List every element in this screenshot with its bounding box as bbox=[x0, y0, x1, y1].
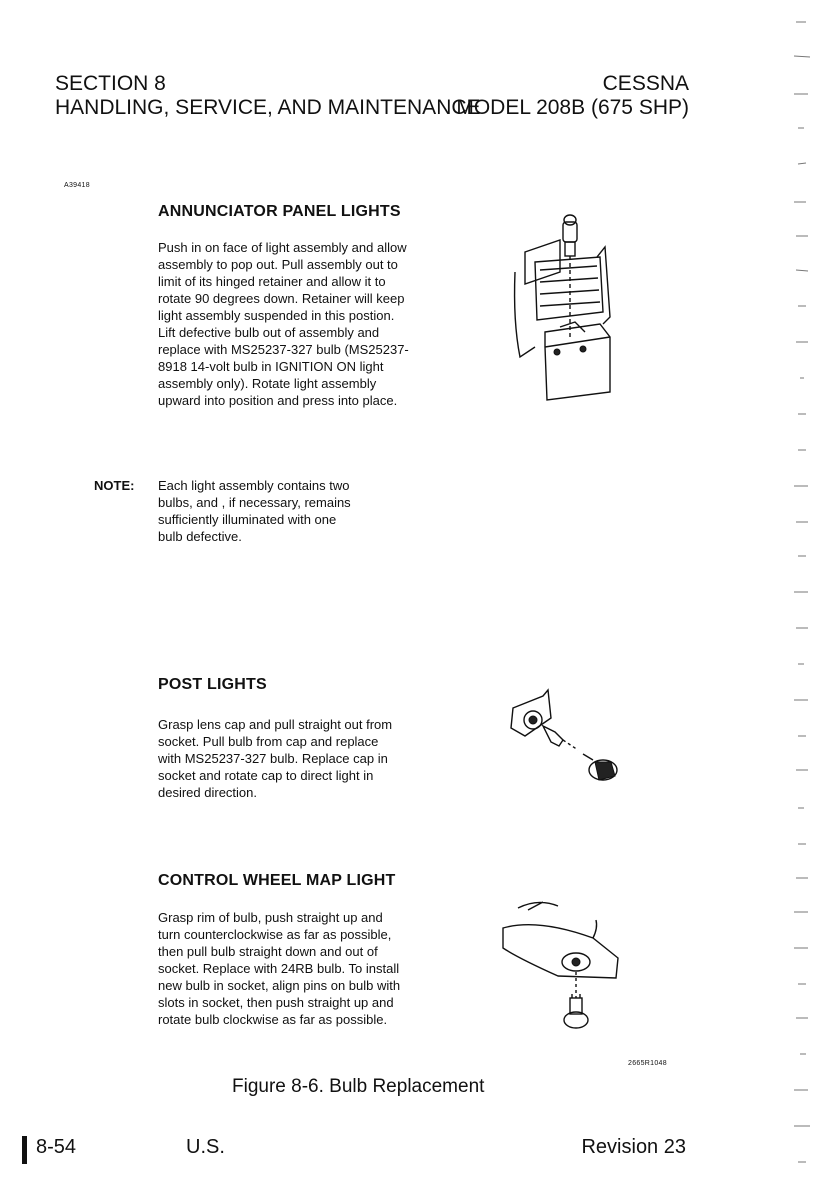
text-line: Each light assembly contains two bbox=[158, 478, 350, 493]
post-lights-text bbox=[158, 716, 478, 801]
figure-id: A39418 bbox=[64, 182, 90, 189]
map-light-heading: CONTROL WHEEL MAP LIGHT bbox=[158, 872, 396, 889]
annunciator-light-illustration bbox=[505, 212, 620, 402]
text-line: socket. Pull bulb from cap and replace bbox=[158, 734, 379, 749]
footer-edition: U.S. bbox=[186, 1136, 225, 1158]
text-line: rotate bulb clockwise as far as possible. bbox=[158, 1012, 388, 1027]
page-number: 8-54 bbox=[36, 1136, 77, 1158]
text-line: desired direction. bbox=[158, 785, 257, 800]
header-section-title: HANDLING, SERVICE, AND MAINTENANCE bbox=[55, 96, 481, 119]
text-line: new bulb in socket, align pins on bulb with bbox=[158, 978, 401, 993]
text-line: limit of its hinged retainer and allow it to bbox=[158, 274, 386, 289]
note-label: NOTE: bbox=[94, 478, 135, 493]
revision-bar bbox=[22, 1136, 27, 1164]
header-section-label: SECTION 8 bbox=[55, 72, 166, 95]
text-line: bulb defective. bbox=[158, 529, 242, 544]
note-text bbox=[158, 477, 418, 545]
text-line: bulbs, and , if necessary, remains bbox=[158, 495, 351, 510]
text-line: sufficiently illuminated with one bbox=[158, 512, 337, 527]
text-line: upward into position and press into place. bbox=[158, 393, 398, 408]
text-line: Grasp lens cap and pull straight out from bbox=[158, 717, 393, 732]
text-line: 8918 14-volt bulb in IGNITION ON light bbox=[158, 359, 384, 374]
text-line: Push in on face of light assembly and allow bbox=[158, 240, 407, 255]
text-line: light assembly suspended in this postion. bbox=[158, 308, 395, 323]
annunciator-text bbox=[158, 239, 488, 409]
text-line: Lift defective bulb out of assembly and bbox=[158, 325, 380, 340]
post-light-illustration bbox=[503, 688, 628, 788]
text-line: slots in socket, then push straight up and bbox=[158, 995, 394, 1010]
text-line: turn counterclockwise as far as possible, bbox=[158, 927, 392, 942]
text-line: with MS25237-327 bulb. Replace cap in bbox=[158, 751, 388, 766]
scan-edge-marks bbox=[780, 0, 840, 1187]
text-line: assembly to pop out. Pull assembly out to bbox=[158, 257, 398, 272]
text-line: Grasp rim of bulb, push straight up and bbox=[158, 910, 383, 925]
text-line: then pull bulb straight down and out of bbox=[158, 944, 378, 959]
figure-caption: Figure 8-6. Bulb Replacement bbox=[232, 1076, 485, 1097]
map-light-illustration bbox=[498, 898, 628, 1038]
text-line: socket and rotate cap to direct light in bbox=[158, 768, 374, 783]
drawing-number: 2665R1048 bbox=[628, 1060, 667, 1067]
text-line: assembly only). Rotate light assembly bbox=[158, 376, 377, 391]
text-line: rotate 90 degrees down. Retainer will keep bbox=[158, 291, 405, 306]
footer-revision: Revision 23 bbox=[581, 1136, 686, 1158]
text-line: replace with MS25237-327 bulb (MS25237- bbox=[158, 342, 409, 357]
text-line: socket. Replace with 24RB bulb. To install bbox=[158, 961, 400, 976]
annunciator-heading: ANNUNCIATOR PANEL LIGHTS bbox=[158, 203, 401, 220]
post-lights-heading: POST LIGHTS bbox=[158, 676, 267, 693]
header-manufacturer: CESSNA bbox=[602, 72, 689, 95]
map-light-text bbox=[158, 909, 478, 1028]
header-model: MODEL 208B (675 SHP) bbox=[456, 96, 689, 119]
